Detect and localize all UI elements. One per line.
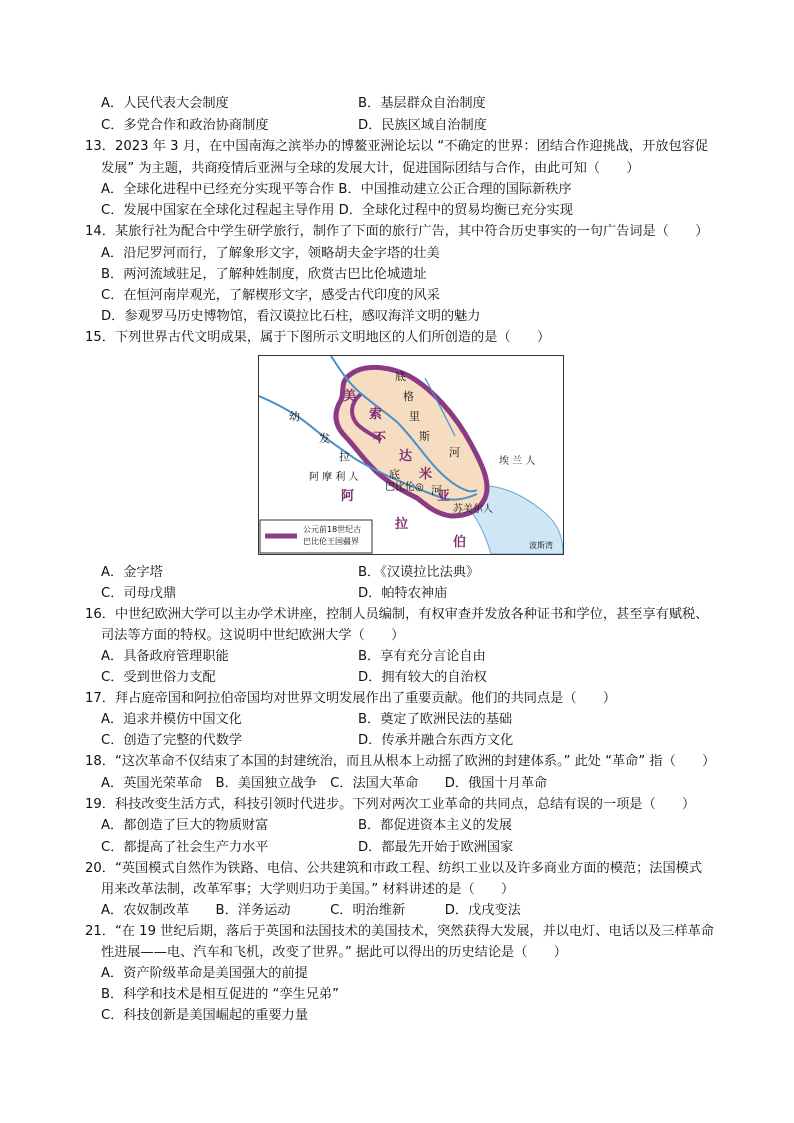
q12-option-c: C．多党合作和政治协商制度: [101, 118, 269, 133]
map-label-ya: 亚: [437, 489, 451, 504]
map-sumer: 苏美尔人: [453, 504, 493, 515]
q16-option-c: C．受到世俗力支配: [101, 670, 216, 685]
q20-options: A．农奴制改革 B．洋务运动 C．明治维新 D．戊戌变法: [101, 903, 521, 918]
q17-option-b: B．奠定了欧洲民法的基础: [358, 712, 513, 727]
q18-stem: 18．“这次革命不仅结束了本国的封建统治，而且从根本上动摇了欧洲的封建体系。” 此处 “革命” 指（ ）: [85, 754, 716, 769]
q16-option-a: A．具备政府管理职能: [101, 649, 229, 664]
q13-stem-line1: 13．2023 年 3 月，在中国南海之滨举办的博鳌亚洲论坛以 “不确定的世界：团结合作迎挑战，开放包容促: [85, 139, 709, 154]
q17-option-c: C．创造了完整的代数学: [101, 733, 243, 748]
q13-options-row1: A．全球化进程中已经充分实现平等合作 B．中国推动建立公正合理的国际新秩序: [101, 182, 572, 197]
map-gulf: 波斯湾: [529, 541, 553, 550]
q17-option-d: D．传承并融合东西方文化: [358, 733, 514, 748]
q21-stem-line2: 性进展——电、汽车和飞机，改变了世界。” 据此可以得出的历史结论是（ ）: [101, 945, 567, 960]
map-euphrates-2: 发: [319, 432, 330, 445]
q15-stem: 15．下列世界古代文明成果，属于下图所示文明地区的人们所创造的是（ ）: [85, 330, 551, 345]
q21-option-b: B．科学和技术是相互促进的 “孪生兄弟”: [101, 987, 339, 1002]
q21-option-c: C．科技创新是美国崛起的重要力量: [101, 1008, 309, 1023]
map-label-bu: 不: [373, 431, 387, 446]
map-label-mi: 米: [419, 467, 433, 482]
map-babylon: 巴比伦◎: [385, 482, 424, 493]
map-tigris-3: 里: [409, 410, 420, 423]
q13-stem-line2: 发展” 为主题，共商疫情后亚洲与全球的发展大计，促进国际团结与合作，由此可知（ ）: [101, 161, 640, 176]
q15-option-a: A．金字塔: [101, 565, 163, 580]
q19-option-d: D．都最先开始于欧洲国家: [358, 840, 514, 855]
q16-option-d: D．拥有较大的自治权: [358, 670, 487, 685]
q18-options: A．英国光荣革命 B．美国独立战争 C．法国大革命 D．俄国十月革命: [101, 776, 548, 791]
map-arabia-1: 阿: [341, 489, 355, 504]
q17-option-a: A．追求并模仿中国文化: [101, 712, 242, 727]
map-label-mei: 美: [343, 389, 357, 404]
q14-option-d: D．参观罗马历史博物馆，看汉谟拉比石柱，感叹海洋文明的魅力: [101, 309, 481, 324]
q12-option-a: A．人民代表大会制度: [101, 96, 229, 111]
map-label-da: 达: [399, 449, 413, 464]
q14-stem: 14．某旅行社为配合中学生研学旅行，制作了下面的旅行广告，其中符合历史事实的一句广告词是（ ）: [85, 224, 709, 239]
map-arabia-3: 伯: [453, 535, 467, 550]
map-legend-line1: 公元前18世纪古: [303, 525, 362, 534]
map-tigris-5: 河: [449, 446, 460, 459]
q14-option-b: B．两河流域驻足，了解种姓制度，欣赏古巴比伦城遗址: [101, 267, 427, 282]
map-tigris-4: 斯: [419, 430, 430, 443]
q14-option-c: C．在恒河南岸观光，了解楔形文字，感受古代印度的风采: [101, 288, 440, 303]
map-tigris-1: 底: [395, 370, 406, 383]
q21-option-a: A．资产阶级革命是美国强大的前提: [101, 966, 308, 981]
q13-options-row2: C．发展中国家在全球化过程起主导作用 D．全球化过程中的贸易均衡已充分实现: [101, 203, 573, 218]
q12-option-b: B．基层群众自治制度: [358, 96, 486, 111]
map-amorites: 阿 摩 利 人: [309, 472, 359, 483]
q15-option-b: B．《汉谟拉比法典》: [358, 565, 480, 580]
map-elam: 埃 兰 人: [499, 456, 536, 467]
map-euphrates-4: 底: [389, 468, 400, 481]
map-label-suo: 索: [369, 407, 383, 422]
q15-option-d: D．帕特农神庙: [358, 586, 448, 601]
map-tigris-2: 格: [403, 390, 414, 403]
q21-stem-line1: 21．“在 19 世纪后期，落后于英国和法国技术的美国技术，突然获得大发展，并以电灯、电话以及三样革命: [85, 924, 715, 939]
q16-stem-line1: 16．中世纪欧洲大学可以主办学术讲座，控制人员编制，有权审查并发放各种证书和学位，甚至享有赋税、: [85, 607, 709, 622]
mesopotamia-map: [258, 355, 564, 555]
q20-stem-line1: 20．“英国模式自然作为铁路、电信、公共建筑和市政工程、纺织工业以及许多商业方面的模范；法国模式: [85, 861, 703, 876]
map-euphrates-1: 幼: [289, 410, 300, 423]
q15-option-c: C．司母戊鼎: [101, 586, 177, 601]
q19-option-b: B．都促进资本主义的发展: [358, 818, 513, 833]
q12-option-d: D．民族区域自治制度: [358, 118, 487, 133]
q17-stem: 17．拜占庭帝国和阿拉伯帝国均对世界文明发展作出了重要贡献。他们的共同点是（ ）: [85, 691, 617, 706]
map-legend-line2: 巴比伦王国疆界: [303, 537, 359, 546]
q19-option-c: C．都提高了社会生产力水平: [101, 840, 269, 855]
q20-stem-line2: 用来改革法制，改革军事；大学则归功于美国。” 材料讲述的是（ ）: [101, 882, 515, 897]
map-euphrates-3: 拉: [339, 450, 350, 463]
q19-stem: 19．科技改变生活方式，科技引领时代进步。下列对两次工业革命的共同点，总结有误的一项是（ ）: [85, 797, 696, 812]
map-arabia-2: 拉: [395, 517, 409, 532]
map-euphrates-5: 河: [431, 484, 442, 497]
q14-option-a: A．沿尼罗河而行，了解象形文字，领略胡夫金字塔的壮美: [101, 246, 440, 261]
q16-option-b: B．享有充分言论自由: [358, 649, 486, 664]
q19-option-a: A．都创造了巨大的物质财富: [101, 818, 269, 833]
q16-stem-line2: 司法等方面的特权。这说明中世纪欧洲大学（ ）: [101, 628, 405, 643]
